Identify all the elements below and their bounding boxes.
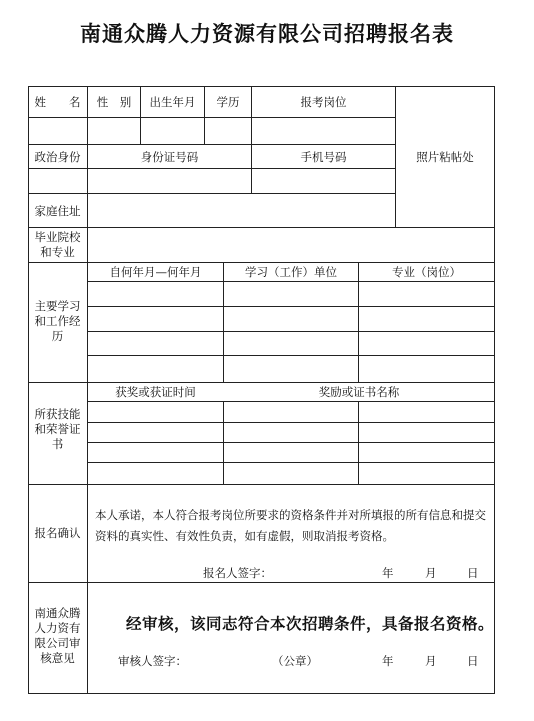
confirm-statement: 本人承诺，本人符合报考岗位所要求的资格条件并对所填报的所有信息和提交资料的真实性、有效性负责，如有虚假，则取消报考资格。 <box>95 508 486 543</box>
label-experience: 主要学习 和工作经 历 <box>34 299 81 343</box>
label-birth: 出生年月 <box>149 95 196 109</box>
label-gender: 性 别 <box>96 95 132 109</box>
label-id-number: 身份证号码 <box>140 150 199 164</box>
label-position: 报考岗位 <box>300 95 347 109</box>
review-month: 月 <box>425 654 437 668</box>
form-title: 南通众腾人力资源有限公司招聘报名表 <box>80 21 454 46</box>
review-result: 经审核，该同志符合本次招聘条件，具备报名资格。 <box>126 614 495 633</box>
col-period: 自何年月—何年月 <box>109 265 202 279</box>
review-day: 日 <box>467 654 479 668</box>
label-education: 学历 <box>216 95 240 109</box>
label-review: 南通众腾 人力资有 限公司审 核意见 <box>34 606 81 665</box>
seal-label: （公章） <box>272 654 318 668</box>
col-major: 专业（岗位） <box>392 265 461 279</box>
label-photo: 照片粘帖处 <box>416 150 474 164</box>
confirm-year: 年 <box>382 566 394 580</box>
label-phone: 手机号码 <box>300 150 347 164</box>
label-awards: 所获技能 和荣誉证 书 <box>34 407 81 451</box>
col-award-time: 获奖或获证时间 <box>115 385 196 399</box>
label-confirm: 报名确认 <box>34 526 81 540</box>
confirm-month: 月 <box>425 566 437 580</box>
col-award-name: 奖励或证书名称 <box>318 385 400 399</box>
reviewer-signature-label: 审核人签字： <box>118 654 187 668</box>
confirm-day: 日 <box>467 566 479 580</box>
review-year: 年 <box>382 654 394 668</box>
label-address: 家庭住址 <box>34 204 81 218</box>
label-name: 姓 名 <box>34 95 81 109</box>
label-political: 政治身份 <box>34 150 81 164</box>
applicant-signature-label: 报名人签字： <box>203 566 272 580</box>
col-unit: 学习（工作）单位 <box>245 265 337 279</box>
label-school: 毕业院校 和专业 <box>34 230 81 259</box>
